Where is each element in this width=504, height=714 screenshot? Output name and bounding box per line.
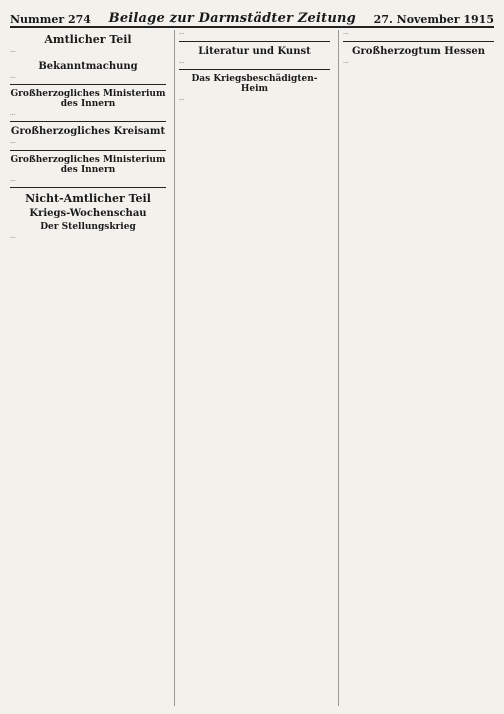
article-text: … <box>10 139 16 146</box>
article-text: … <box>343 58 349 65</box>
article-text: … <box>343 30 349 36</box>
divider <box>10 187 166 188</box>
article-text: … <box>10 176 16 183</box>
columns <box>10 30 494 706</box>
heading-kriegsbeschaedigten-heim: Das Kriegsbeschädigten-Heim <box>191 74 318 95</box>
divider <box>10 121 166 122</box>
article-text: … <box>10 234 16 241</box>
issue-number: Nummer 274 <box>10 13 91 26</box>
article-text: … <box>179 96 185 103</box>
heading-bekanntmachung: Bekanntmachung <box>38 60 138 72</box>
heading-kriegs-wochenschau: Kriegs-Wochenschau <box>29 208 147 220</box>
article-block <box>10 48 166 55</box>
divider <box>179 69 330 70</box>
column-2 <box>174 30 330 706</box>
issue-date: 27. November 1915 <box>373 13 494 26</box>
heading-kreisamt: Großherzogliches Kreisamt <box>10 126 166 138</box>
heading-amtlicher-teil: Amtlicher Teil <box>44 33 132 46</box>
divider <box>179 41 330 42</box>
heading-stellungskrieg: Der Stellungskrieg <box>40 222 136 233</box>
article-text: … <box>10 73 16 80</box>
heading-nicht-amtlicher-teil: Nicht-Amtlicher Teil <box>25 192 151 206</box>
divider <box>10 84 166 85</box>
heading-grossherzogtum-hessen: Großherzogtum Hessen <box>352 45 485 57</box>
heading-ministerium: Großherzogliches Ministerium des Innern <box>10 89 166 110</box>
article-text: … <box>10 48 16 54</box>
divider <box>10 150 166 151</box>
column-1 <box>10 30 166 706</box>
newspaper-title: Beilage zur Darmstädter Zeitung <box>108 11 356 26</box>
column-3 <box>338 30 494 706</box>
article-text: … <box>179 58 185 65</box>
heading-ministerium-2: Großherzogliches Ministerium des Innern <box>10 154 166 175</box>
article-text: … <box>179 30 185 36</box>
masthead <box>10 6 494 28</box>
heading-literatur-und-kunst: Literatur und Kunst <box>198 45 311 57</box>
article-text: … <box>10 111 16 118</box>
divider <box>343 41 494 42</box>
